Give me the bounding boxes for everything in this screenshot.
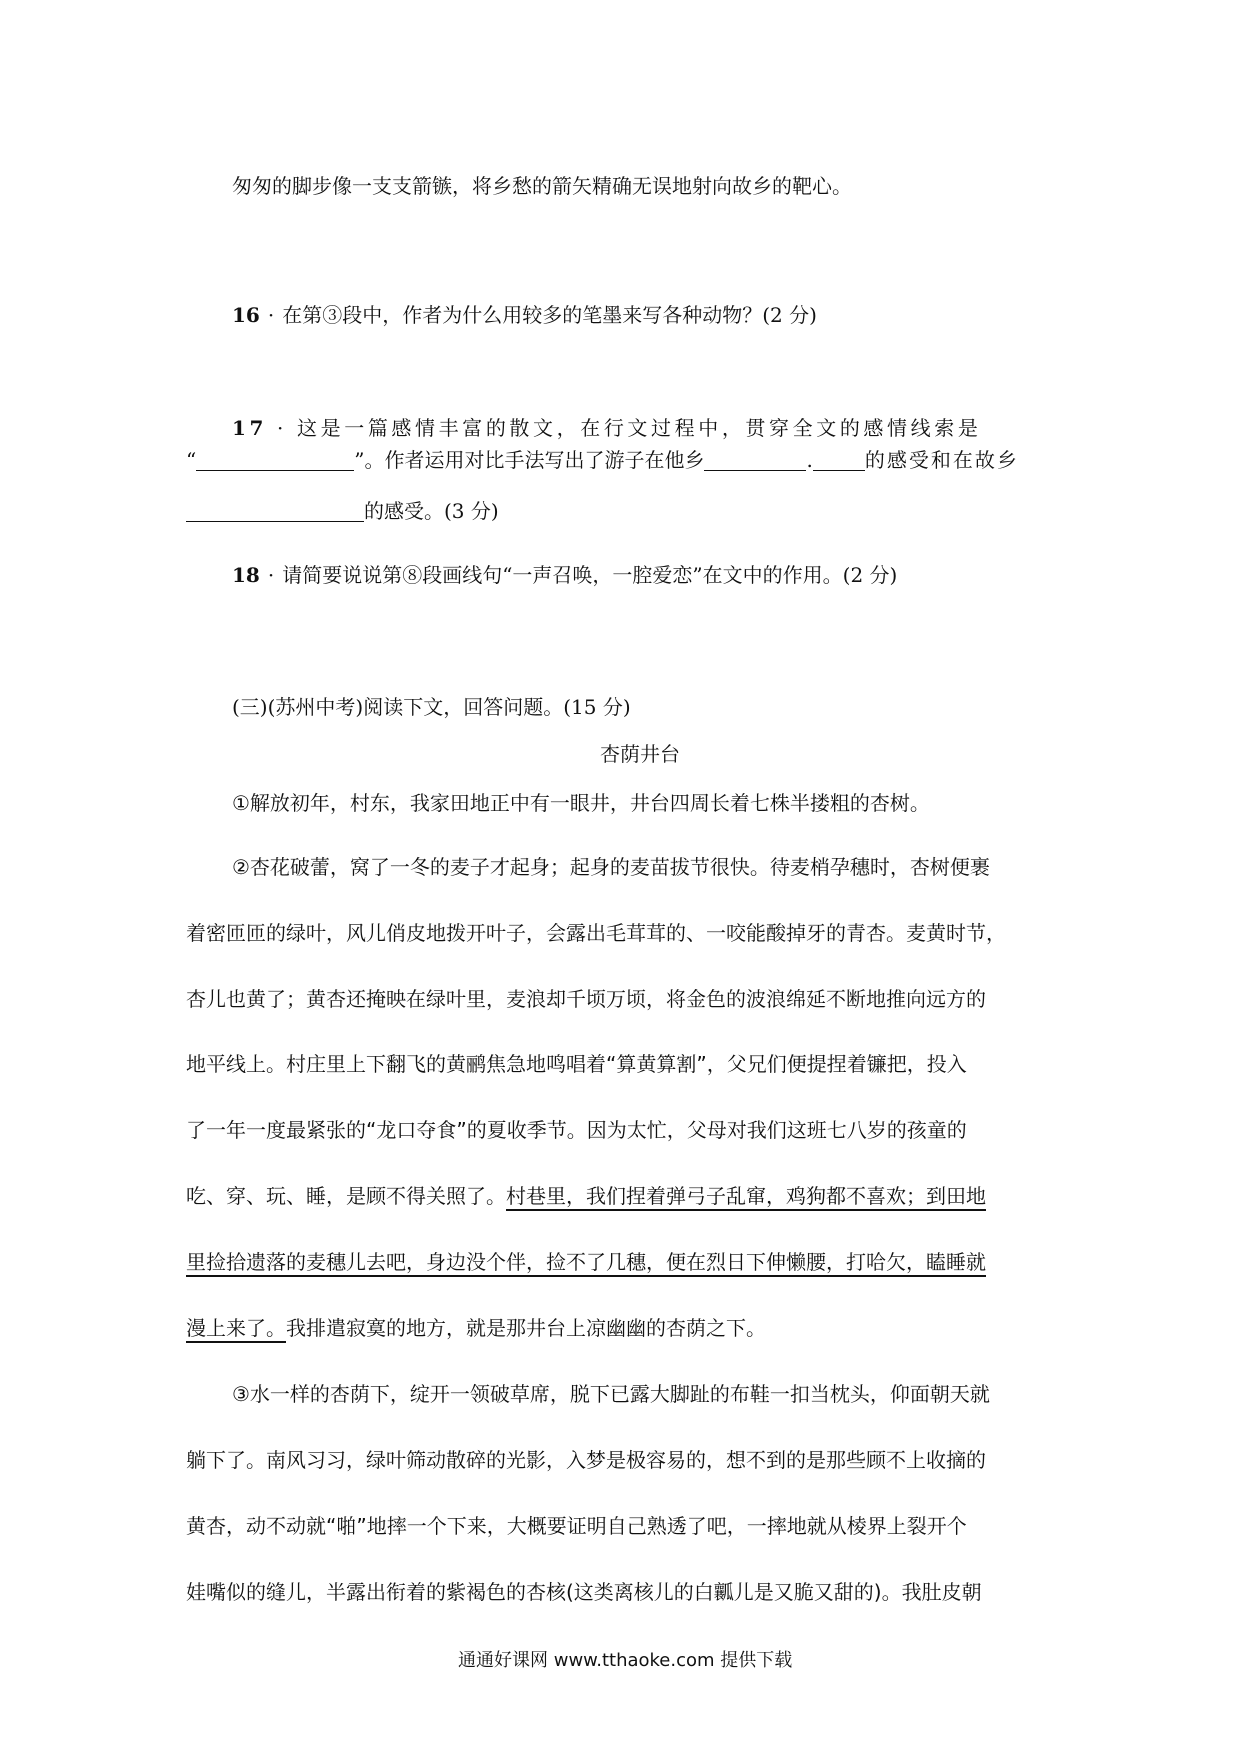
plain-text: 吃、穿、玩、睡，是顾不得关照了。 [186, 1184, 506, 1208]
question-number: 17 [232, 416, 268, 440]
paragraph-3-line2: 躺下了。南风习习，绿叶筛动散碎的光影，入梦是极容易的，想不到的是那些顾不上收摘的 [186, 1448, 986, 1472]
paragraph-2-line4: 地平线上。村庄里上下翻飞的黄鹂焦急地鸣唱着“算黄算割”，父兄们便提捏着镰把，投入 [186, 1052, 967, 1076]
section-header: (三)(苏州中考)阅读下文，回答问题。(15 分) [232, 695, 631, 719]
question-text: 请简要说说第⑧段画线句“一声召唤，一腔爱恋”在文中的作用。(2 分) [282, 563, 898, 587]
question-separator: · [267, 303, 275, 327]
underlined-sentence: 里捡拾遗落的麦穗儿去吧，身边没个伴，捡不了几穗，便在烈日下伸懒腰，打哈欠，瞌睡就 [186, 1250, 986, 1274]
answer-blank-clue[interactable] [196, 450, 354, 471]
question-text: 的感受和在故乡 [864, 448, 1019, 472]
question-17-line3 [186, 501, 499, 522]
question-separator: · [267, 563, 275, 587]
passage-title: 杏荫井台 [600, 742, 680, 766]
paragraph-2-line2: 着密匝匝的绿叶，风儿俏皮地拨开叶子，会露出毛茸茸的、一咬能酸掉牙的青杏。麦黄时节， [186, 921, 1006, 945]
paragraph-2-line3: 杏儿也黄了；黄杏还掩映在绿叶里，麦浪却千顷万顷，将金色的波浪绵延不断地推向远方的 [186, 987, 986, 1011]
underlined-sentence: 村巷里，我们捏着弹弓子乱窜，鸡狗都不喜欢；到田地 [506, 1184, 986, 1208]
paragraph-3-line4: 娃嘴似的缝儿，半露出衔着的紫褐色的杏核(这类离核儿的白瓤儿是又脆又甜的)。我肚皮朝 [186, 1580, 982, 1604]
question-text: ”。作者运用对比手法写出了游子在他乡 [354, 448, 705, 472]
intro-line: 匆匆的脚步像一支支箭镞，将乡愁的箭矢精确无误地射向故乡的靶心。 [232, 174, 852, 198]
question-17-line1 [232, 418, 981, 438]
paragraph-3-line1: ③水一样的杏荫下，绽开一领破草席，脱下已露大脚趾的布鞋一扣当枕头，仰面朝天就 [232, 1382, 990, 1406]
plain-text: 我排遣寂寞的地方，就是那井台上凉幽幽的杏荫之下。 [286, 1316, 766, 1340]
answer-blank-hometown[interactable] [186, 501, 364, 522]
question-number: 18 [232, 563, 260, 587]
answer-blank-abroad-2[interactable] [813, 450, 865, 471]
paragraph-2-line8 [186, 1318, 766, 1338]
question-18 [232, 565, 897, 585]
question-separator: · [277, 416, 288, 440]
question-text: 的感受。(3 分) [364, 499, 499, 523]
question-text: 在第③段中，作者为什么用较多的笔墨来写各种动物？(2 分) [282, 303, 817, 327]
paragraph-1: ①解放初年，村东，我家田地正中有一眼井，井台四周长着七株半搂粗的杏树。 [232, 791, 930, 815]
paragraph-2-line5: 了一年一度最紧张的“龙口夺食”的夏收季节。因为太忙，父母对我们这班七八岁的孩童的 [186, 1118, 967, 1142]
question-17-line2 [186, 450, 1019, 471]
question-number: 16 [232, 303, 260, 327]
paragraph-2-line1: ②杏花破蕾，窝了一冬的麦子才起身；起身的麦苗拔节很快。待麦梢孕穗时，杏树便裹 [232, 855, 990, 879]
paragraph-2-line7 [186, 1252, 986, 1272]
dot-mark: . [806, 448, 813, 472]
open-quote: “ [186, 448, 197, 472]
underlined-sentence: 漫上来了。 [186, 1316, 286, 1340]
question-16 [232, 305, 817, 325]
page-footer: 通通好课网 www.tthaoke.com 提供下载 [458, 1650, 793, 1671]
paragraph-2-line6 [186, 1186, 986, 1206]
answer-blank-abroad-1[interactable] [704, 450, 806, 471]
paragraph-3-line3: 黄杏，动不动就“啪”地摔一个下来，大概要证明自己熟透了吧，一摔地就从棱界上裂开个 [186, 1514, 967, 1538]
question-text: 这是一篇感情丰富的散文，在行文过程中，贯穿全文的感情线索是 [297, 416, 982, 440]
